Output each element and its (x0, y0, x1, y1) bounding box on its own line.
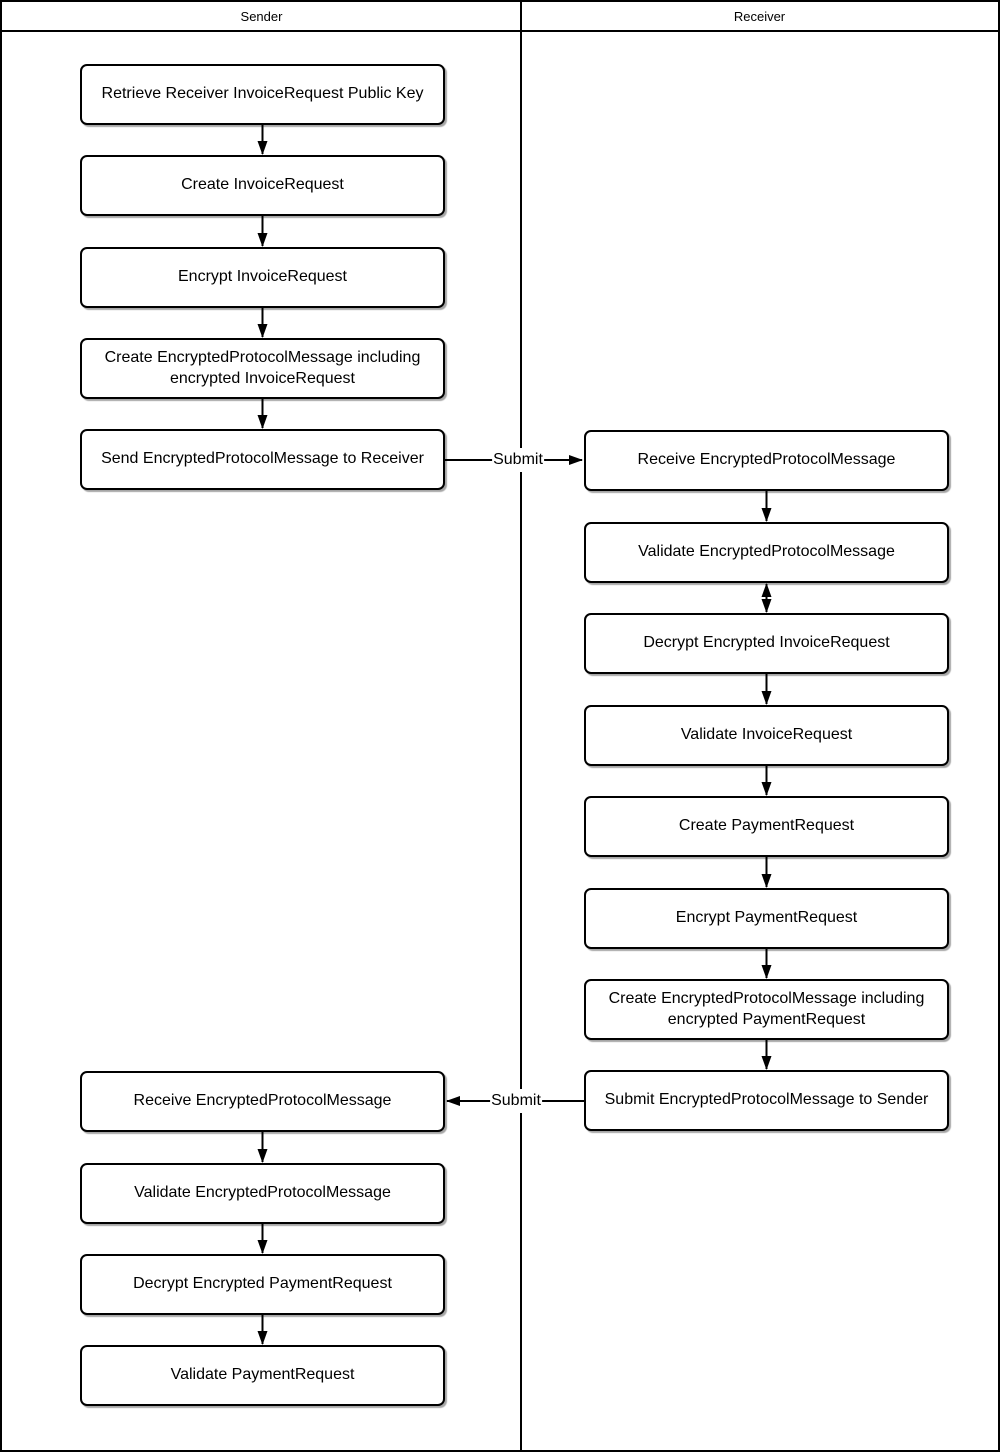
node-validate-paymentrequest: Validate PaymentRequest (80, 1345, 445, 1406)
node-create-encryptedprotocolmessage-invoicerequest: Create EncryptedProtocolMessage including encrypted InvoiceRequest (80, 338, 445, 399)
lane-title-sender: Sender (240, 8, 283, 24)
node-receiver-validate-encryptedprotocolmessage: Validate EncryptedProtocolMessage (584, 522, 949, 583)
node-encrypt-paymentrequest: Encrypt PaymentRequest (584, 888, 949, 949)
node-decrypt-encrypted-invoicerequest: Decrypt Encrypted InvoiceRequest (584, 613, 949, 674)
node-send-encryptedprotocolmessage-to-receiver: Send EncryptedProtocolMessage to Receiver (80, 429, 445, 490)
lane-title-receiver: Receiver (733, 8, 786, 24)
edge-label-submit-to-receiver: Submit (492, 448, 544, 472)
node-submit-encryptedprotocolmessage-to-sender: Submit EncryptedProtocolMessage to Sender (584, 1070, 949, 1131)
node-create-invoicerequest: Create InvoiceRequest (80, 155, 445, 216)
node-create-paymentrequest: Create PaymentRequest (584, 796, 949, 857)
edge-label-submit-to-sender: Submit (490, 1089, 542, 1113)
node-sender-receive-encryptedprotocolmessage: Receive EncryptedProtocolMessage (80, 1071, 445, 1132)
node-sender-validate-encryptedprotocolmessage: Validate EncryptedProtocolMessage (80, 1163, 445, 1224)
node-retrieve-invoicerequest-public-key: Retrieve Receiver InvoiceRequest Public Key (80, 64, 445, 125)
node-create-encryptedprotocolmessage-paymentrequest: Create EncryptedProtocolMessage including encrypted PaymentRequest (584, 979, 949, 1040)
node-decrypt-encrypted-paymentrequest: Decrypt Encrypted PaymentRequest (80, 1254, 445, 1315)
node-receiver-receive-encryptedprotocolmessage: Receive EncryptedProtocolMessage (584, 430, 949, 491)
node-validate-invoicerequest: Validate InvoiceRequest (584, 705, 949, 766)
node-encrypt-invoicerequest: Encrypt InvoiceRequest (80, 247, 445, 308)
